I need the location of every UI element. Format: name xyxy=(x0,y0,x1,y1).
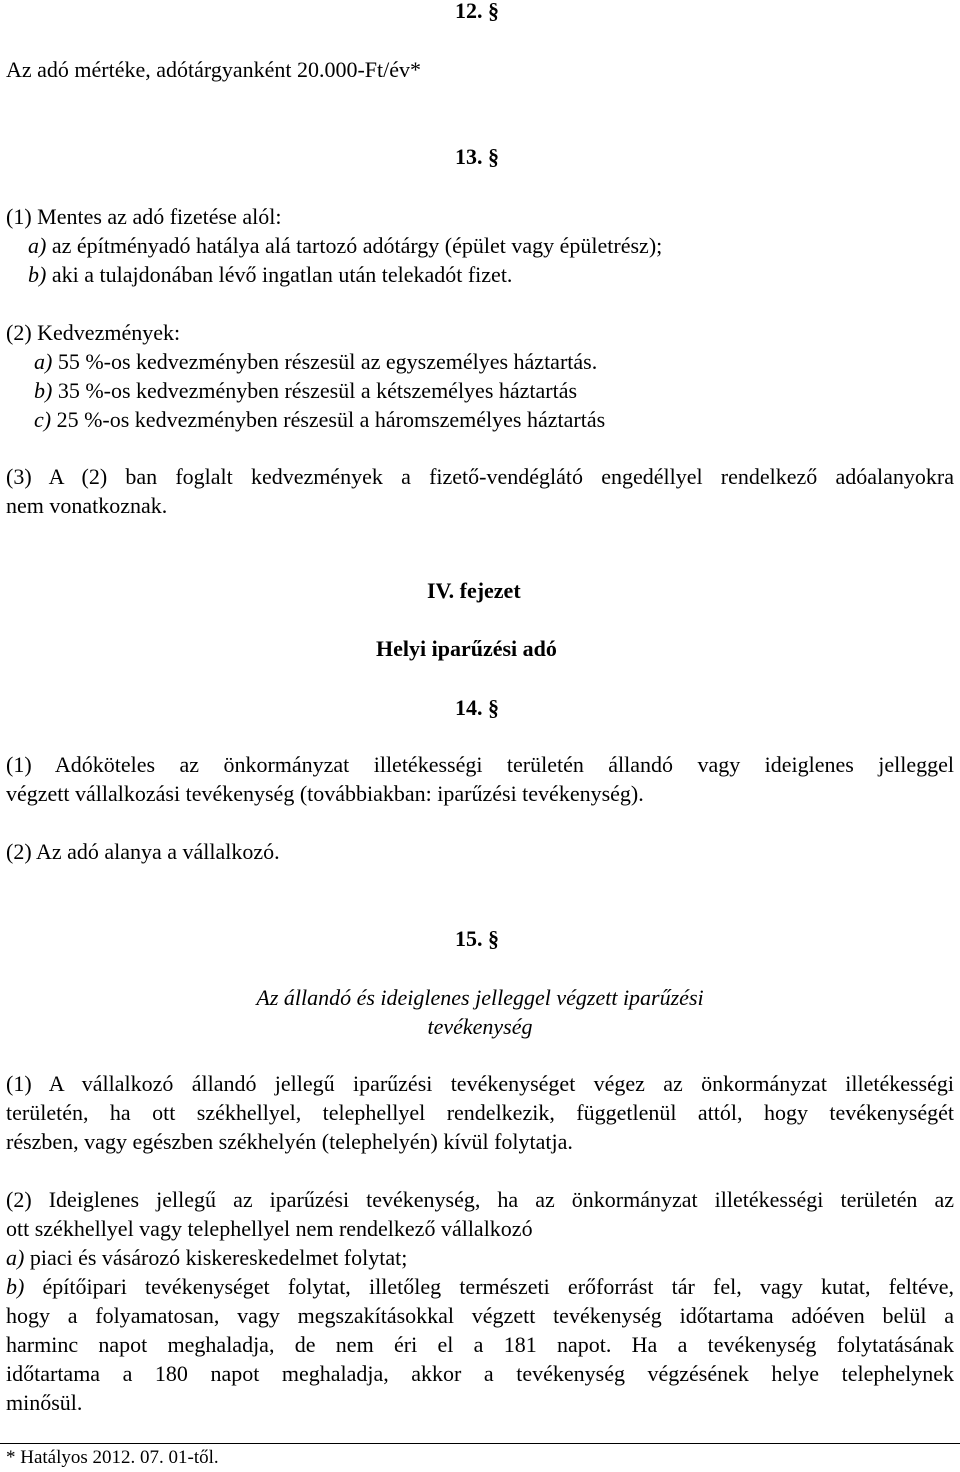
section-13-p1: (1) Mentes az adó fizetése alól: xyxy=(6,204,282,229)
section-13-p1-a xyxy=(28,231,662,261)
section-12-text: Az adó mértéke, adótárgyanként 20.000-Ft/év* xyxy=(6,57,422,82)
section-13-heading: 13. § xyxy=(455,144,499,169)
section-13-p3-line2: nem vonatkoznak. xyxy=(6,493,168,518)
section-12-heading: 12. § xyxy=(455,0,499,23)
section-15-p1-line2: területén, ha ott székhellyel, telephellyel rendelkezik, függetlenül attól, hogy tevékenységét xyxy=(6,1100,954,1125)
section-15-p2-line2: ott székhellyel vagy telephellyel nem rendelkező vállalkozó xyxy=(6,1216,533,1241)
section-14-heading: 14. § xyxy=(455,695,499,720)
item-text: építőipari tevékenységet folytat, illetőleg természeti erőforrást tár fel, vagy kutat, feltéve, xyxy=(24,1274,954,1299)
section-13-p2: (2) Kedvezmények: xyxy=(6,320,181,345)
section-13-p2-c xyxy=(34,405,605,435)
chapter-number: IV. fejezet xyxy=(427,578,521,603)
footnote: * Hatályos 2012. 07. 01-től. xyxy=(6,1447,219,1468)
item-label: b) xyxy=(34,378,53,403)
section-15-subtitle-line2: tevékenység xyxy=(427,1014,533,1039)
section-14-p1-line1: (1) Adóköteles az önkormányzat illetékességi területén állandó vagy ideiglenes jelleggel xyxy=(6,752,954,777)
item-label: b) xyxy=(6,1274,25,1299)
section-13-p1-b xyxy=(28,260,512,290)
section-13-p3-line1: (3) A (2) ban foglalt kedvezmények a fizető-vendéglátó engedéllyel rendelkező adóalanyokra xyxy=(6,464,954,489)
section-15-p2-line5: hogy a folyamatosan, vagy megszakításokkal végzett tevékenység időtartama adóéven belül a xyxy=(6,1303,954,1328)
chapter-title: Helyi iparűzési adó xyxy=(376,636,557,661)
item-text: 55 %-os kedvezményben részesül az egyszemélyes háztartás. xyxy=(52,349,598,374)
item-text: 25 %-os kedvezményben részesül a háromszemélyes háztartás xyxy=(51,407,606,432)
item-label: c) xyxy=(34,407,52,432)
section-15-p2-line7: időtartama a 180 napot meghaladja, akkor a tevékenység végzésének helye telephelynek xyxy=(6,1361,954,1386)
item-text: piaci és vásározó kiskereskedelmet folytat; xyxy=(24,1245,408,1270)
section-15-p1-line1: (1) A vállalkozó állandó jellegű iparűzési tevékenységet végez az önkormányzat illetékességi xyxy=(6,1071,954,1096)
item-text: 35 %-os kedvezményben részesül a kétszemélyes háztartás xyxy=(52,378,578,403)
section-15-p2-line6: harminc napot meghaladja, de nem éri el a 181 napot. Ha a tevékenység folytatásának xyxy=(6,1332,954,1357)
section-15-p2-line1: (2) Ideiglenes jellegű az iparűzési tevékenység, ha az önkormányzat illetékességi területén az xyxy=(6,1187,954,1212)
section-14-p2: (2) Az adó alanya a vállalkozó. xyxy=(6,839,280,864)
item-label: a) xyxy=(28,233,47,258)
section-15-p1-line3: részben, vagy egészben székhelyén (telephelyén) kívül folytatja. xyxy=(6,1129,573,1154)
item-text: az építményadó hatálya alá tartozó adótárgy (épület vagy épületrész); xyxy=(46,233,663,258)
section-15-subtitle-line1: Az állandó és ideiglenes jelleggel végzett iparűzési xyxy=(256,985,704,1010)
section-13-p2-a xyxy=(34,347,597,377)
section-13-p2-b xyxy=(34,376,577,406)
section-15-p2-a xyxy=(6,1243,407,1273)
footnote-divider xyxy=(0,1443,960,1444)
section-14-p1-line2: végzett vállalkozási tevékenység (továbbiakban: iparűzési tevékenység). xyxy=(6,781,644,806)
section-15-p2-line8: minősül. xyxy=(6,1390,83,1415)
item-label: b) xyxy=(28,262,47,287)
item-text: aki a tulajdonában lévő ingatlan után telekadót fizet. xyxy=(46,262,513,287)
section-15-heading: 15. § xyxy=(455,926,499,951)
item-label: a) xyxy=(6,1245,25,1270)
item-label: a) xyxy=(34,349,53,374)
section-15-p2-b xyxy=(6,1272,954,1302)
